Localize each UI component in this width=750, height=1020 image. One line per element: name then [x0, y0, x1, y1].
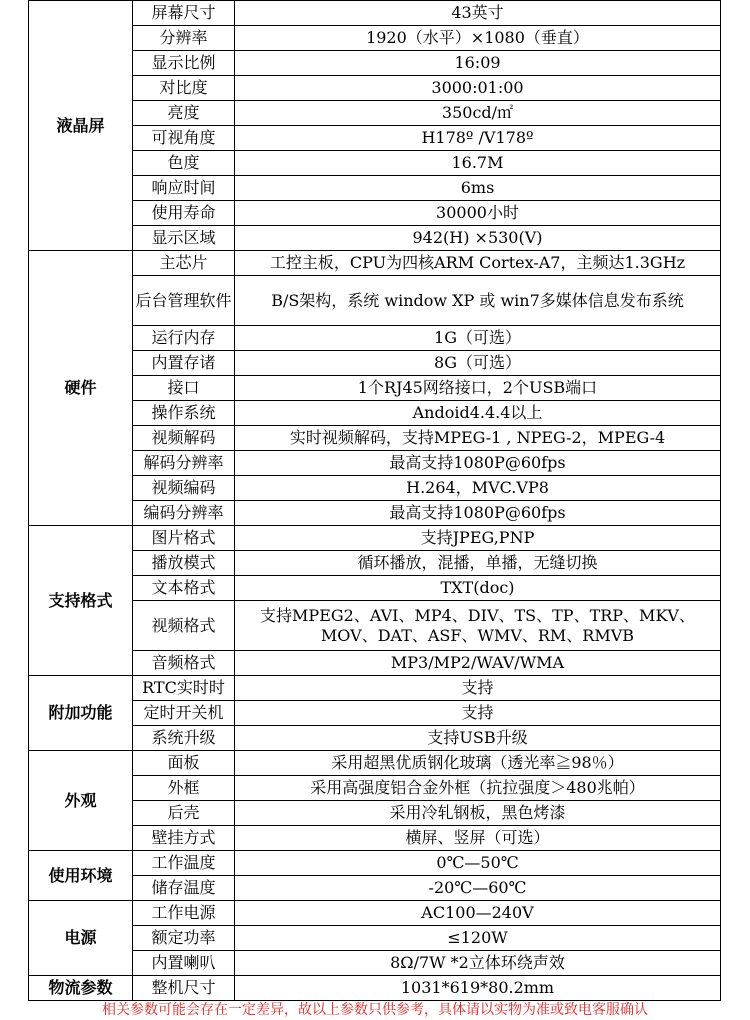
spec-table: [28, 0, 721, 1001]
category-cell: 支持格式: [29, 526, 133, 676]
spec-value: 采用冷轧钢板，黑色烤漆: [235, 801, 721, 826]
spec-value: AC100—240V: [235, 901, 721, 926]
spec-row: [29, 601, 721, 651]
spec-row: [29, 501, 721, 526]
spec-table-body: [29, 1, 721, 1001]
spec-label: 内置存诸: [133, 351, 235, 376]
footnote: 相关参数可能会存在一定差异，故以上参数只供参考，具体请以实物为准或致电客服确认: [102, 1002, 648, 1018]
spec-value: 350cd/㎡: [235, 101, 721, 126]
spec-value: 工控主板，CPU为四核ARM Cortex-A7，主频达1.3GHz: [235, 251, 721, 276]
spec-row: [29, 476, 721, 501]
spec-value: 1031*619*80.2mm: [235, 976, 721, 1001]
spec-value: 循环播放，混播，单播，无缝切换: [235, 551, 721, 576]
category-cell: 外观: [29, 751, 133, 851]
spec-label: 屏幕尺寸: [133, 1, 235, 26]
spec-row: [29, 826, 721, 851]
spec-row: [29, 901, 721, 926]
spec-value: 最高支持1080P@60fps: [235, 501, 721, 526]
spec-row: [29, 726, 721, 751]
spec-row: [29, 26, 721, 51]
spec-row: [29, 851, 721, 876]
spec-row: [29, 926, 721, 951]
spec-value: 实时视频解码，支持MPEG-1 , NPEG-2，MPEG-4: [235, 426, 721, 451]
spec-value: 横屏、竖屏（可选）: [235, 826, 721, 851]
spec-value: 最高支持1080P@60fps: [235, 451, 721, 476]
spec-row: [29, 526, 721, 551]
spec-label: 视频格式: [133, 601, 235, 651]
spec-row: [29, 226, 721, 251]
spec-value: H.264，MVC.VP8: [235, 476, 721, 501]
spec-label: 外框: [133, 776, 235, 801]
spec-row: [29, 426, 721, 451]
spec-row: [29, 251, 721, 276]
spec-label: 显示区域: [133, 226, 235, 251]
spec-value: 1920（水平）×1080（垂直）: [235, 26, 721, 51]
spec-row: [29, 751, 721, 776]
spec-label: 文本格式: [133, 576, 235, 601]
spec-label: 工作温度: [133, 851, 235, 876]
spec-label: 色度: [133, 151, 235, 176]
spec-label: 亮度: [133, 101, 235, 126]
spec-value: 采用超黑优质钢化玻璃（透光率≧98％）: [235, 751, 721, 776]
spec-label: 解码分辨率: [133, 451, 235, 476]
spec-label: 系统升级: [133, 726, 235, 751]
spec-value: 采用高强度铝合金外框（抗拉强度＞480兆帕）: [235, 776, 721, 801]
spec-label: 对比度: [133, 76, 235, 101]
spec-row: [29, 551, 721, 576]
spec-value: ≤120W: [235, 926, 721, 951]
spec-label: 接口: [133, 376, 235, 401]
spec-row: [29, 451, 721, 476]
spec-label: 定时开关机: [133, 701, 235, 726]
spec-value: 支持: [235, 676, 721, 701]
spec-value: 支持JPEG,PNP: [235, 526, 721, 551]
spec-row: [29, 351, 721, 376]
spec-label: 分辨率: [133, 26, 235, 51]
category-cell: 电源: [29, 901, 133, 976]
spec-value: -20℃—60℃: [235, 876, 721, 901]
spec-label: 响应时间: [133, 176, 235, 201]
spec-row: [29, 876, 721, 901]
spec-label: 额定功率: [133, 926, 235, 951]
spec-label: 视频编码: [133, 476, 235, 501]
spec-row: [29, 401, 721, 426]
category-cell: 使用环境: [29, 851, 133, 901]
spec-value: B/S架构，系统 window XP 或 win7多媒体信息发布系统: [235, 276, 721, 326]
spec-value: 1个RJ45网络接口，2个USB端口: [235, 376, 721, 401]
spec-row: [29, 1, 721, 26]
spec-label: RTC实时时: [133, 676, 235, 701]
spec-value: 1G（可选）: [235, 326, 721, 351]
spec-row: [29, 276, 721, 326]
spec-label: 运行内存: [133, 326, 235, 351]
category-cell: 附加功能: [29, 676, 133, 751]
spec-label: 操作系统: [133, 401, 235, 426]
spec-label: 内置喇叭: [133, 951, 235, 976]
spec-label: 图片格式: [133, 526, 235, 551]
spec-value: TXT(doc): [235, 576, 721, 601]
spec-row: [29, 651, 721, 676]
spec-value: 942(H) ×530(V): [235, 226, 721, 251]
spec-label: 主芯片: [133, 251, 235, 276]
spec-value: 30000小时: [235, 201, 721, 226]
spec-row: [29, 701, 721, 726]
spec-row: [29, 51, 721, 76]
spec-value: 支持USB升级: [235, 726, 721, 751]
spec-row: [29, 376, 721, 401]
spec-label: 储存温度: [133, 876, 235, 901]
spec-label: 视频解码: [133, 426, 235, 451]
spec-value: 8Ω/7W *2立体环绕声效: [235, 951, 721, 976]
spec-value: 支持MPEG2、AVI、MP4、DIV、TS、TP、TRP、MKV、MOV、DAT、ASF、WMV、RM、RMVB: [235, 601, 721, 651]
spec-row: [29, 151, 721, 176]
spec-label: 显示比例: [133, 51, 235, 76]
spec-label: 面板: [133, 751, 235, 776]
spec-value: 16:09: [235, 51, 721, 76]
spec-label: 壁挂方式: [133, 826, 235, 851]
spec-row: [29, 676, 721, 701]
spec-label: 编码分辨率: [133, 501, 235, 526]
spec-value: H178º /V178º: [235, 126, 721, 151]
category-cell: 硬件: [29, 251, 133, 526]
spec-value: 支持: [235, 701, 721, 726]
spec-value: 0℃—50℃: [235, 851, 721, 876]
spec-row: [29, 326, 721, 351]
spec-value: 8G（可选）: [235, 351, 721, 376]
spec-value: MP3/MP2/WAV/WMA: [235, 651, 721, 676]
spec-label: 后壳: [133, 801, 235, 826]
spec-row: [29, 801, 721, 826]
spec-value: 6ms: [235, 176, 721, 201]
spec-value: Andoid4.4.4以上: [235, 401, 721, 426]
spec-value: 3000:01:00: [235, 76, 721, 101]
spec-label: 音频格式: [133, 651, 235, 676]
spec-row: [29, 776, 721, 801]
spec-label: 工作电源: [133, 901, 235, 926]
spec-label: 播放模式: [133, 551, 235, 576]
spec-value: 43英寸: [235, 1, 721, 26]
spec-label: 可视角度: [133, 126, 235, 151]
spec-label: 后台管理软件: [133, 276, 235, 326]
spec-row: [29, 126, 721, 151]
spec-row: [29, 951, 721, 976]
spec-row: [29, 976, 721, 1001]
spec-row: [29, 76, 721, 101]
category-cell: 物流参数: [29, 976, 133, 1001]
category-cell: 液晶屏: [29, 1, 133, 251]
spec-row: [29, 176, 721, 201]
spec-row: [29, 201, 721, 226]
spec-label: 使用寿命: [133, 201, 235, 226]
spec-value: 16.7M: [235, 151, 721, 176]
spec-label: 整机尺寸: [133, 976, 235, 1001]
spec-row: [29, 576, 721, 601]
spec-row: [29, 101, 721, 126]
